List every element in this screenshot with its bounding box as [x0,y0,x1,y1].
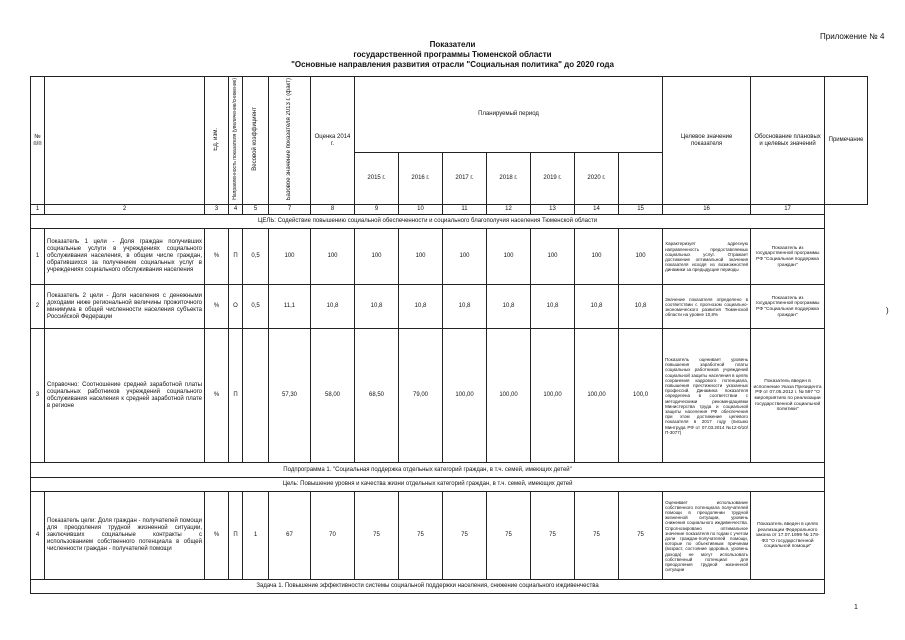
value-2015: 75 [355,492,399,580]
document-title [0,40,905,70]
col-2020: 2020 г. [575,152,619,205]
colnum: 14 [575,205,619,215]
direction: О [229,285,243,329]
col-notes: Примечание [825,77,868,205]
col-direction: Направленность показателя (увеличение/снижение) [229,77,243,205]
indicator-name: Справочно: Соотношение средней заработной платы социальных работников учреждений социального обслуживания населения к средней заработной плате в регионе [45,329,205,463]
indicator-name: Показатель 2 цели - Доля населения с денежными доходами ниже региональной величины прожиточного минимума в общей численности населения субъекта Российской Федерации [45,285,205,329]
col-2019: 2019 г. [531,152,575,205]
estimate-value: 10,8 [311,285,355,329]
unit: % [205,229,229,285]
column-number-row [31,205,868,215]
subprogram-row [31,463,868,478]
value-2019: 100,00 [531,329,575,463]
col-name [45,77,205,205]
base-value: 100 [269,229,311,285]
colnum: 16 [663,205,751,215]
col-unit: Ед. изм. [205,77,229,205]
value-2016: 100 [399,229,443,285]
goal-row [31,215,868,229]
value-2016: 79,00 [399,329,443,463]
value-2019: 10,8 [531,285,575,329]
note: Показатель из государственной программы РФ "Социальная поддержка граждан" [751,229,825,285]
col-2018: 2018 г. [487,152,531,205]
direction: П [229,492,243,580]
value-2020: 100 [575,229,619,285]
table-row [31,229,868,285]
row-number: 2 [31,285,45,329]
title-line-2: государственной программы Тюменской области [353,50,552,59]
value-2017: 100 [443,229,487,285]
value-2019: 75 [531,492,575,580]
indicators-table [30,76,868,594]
task-title: Задача 1. Повышение эффективности системы социальной поддержки населения, снижение социального иждивенчества [31,580,825,594]
colnum: 4 [229,205,243,215]
col-estimate: Оценка 2014 г. [311,77,355,205]
target-value: 100 [619,229,663,285]
note: Показатель из государственной программы РФ "Социальная поддержка граждан" [751,285,825,329]
col-target: Целевое значение показателя [663,77,751,205]
note: Показатель введен в целях реализации Федерального закона от 17.07.1999 № 178-ФЗ "О государственной социальной помощи" [751,492,825,580]
colnum: 7 [269,205,311,215]
goal-title: ЦЕЛЬ: Содействие повышению социальной обеспеченности и социального благополучия населения Тюменской области [31,215,825,229]
note: Показатель введен в исполнение Указа Президента РФ от 07.05.2012 г. № 597 "О мероприятиях по реализации государственной социальной политики" [751,329,825,463]
justification: Характеризует адресную направленность предоставляемых социальных услуг. Отражает достижение оптимальной значения показателя исходя из возможностей динамики за предыдущие периоды [663,229,751,285]
page-number: 1 [854,604,858,611]
unit: % [205,285,229,329]
value-2018: 100 [487,229,531,285]
colnum: 9 [355,205,399,215]
col-2017: 2017 г. [443,152,487,205]
col-planned: Планируемый период [355,77,663,153]
col-2020-blank [619,152,663,205]
row-number: 4 [31,492,45,580]
justification: Значение показателя определено в соответствии с прогнозом социально-экономического развития Тюменской области на уровне 10,8% [663,285,751,329]
colnum: 1 [31,205,45,215]
value-2016: 75 [399,492,443,580]
value-2017: 10,8 [443,285,487,329]
subgoal-title: Цель: Повышение уровня и качества жизни отдельных категорий граждан, в т.ч. семей, имеющих детей [31,478,825,492]
target-value: 10,8 [619,285,663,329]
value-2018: 100,00 [487,329,531,463]
table-row [31,492,868,580]
subprogram-title: Подпрограмма 1. "Социальная поддержка отдельных категорий граждан, в т.ч. семей, имеющих детей" [31,463,825,478]
appendix-label: Приложение № 4 [820,32,885,41]
col-justification: Обоснование плановых и целевых значений [751,77,825,205]
table-row [31,329,868,463]
estimate-value: 58,00 [311,329,355,463]
col-2016: 2016 г. [399,152,443,205]
base-value: 67 [269,492,311,580]
value-2015: 10,8 [355,285,399,329]
value-2020: 75 [575,492,619,580]
weight [243,329,269,463]
colnum: 5 [243,205,269,215]
value-2016: 10,8 [399,285,443,329]
weight: 0,5 [243,229,269,285]
weight: 1 [243,492,269,580]
estimate-value: 70 [311,492,355,580]
value-2018: 10,8 [487,285,531,329]
justification: Показатель оценивает уровень повышения заработной платы социальных работников учреждений социальной защиты населения в целях сохранения кадрового потенциала, повышения престижности указанных профессий. Динамика показателя определена в соответствии с методическими рекомендациями Министерства труда и социальной защиты населения РФ обеспечения при этом достижение целевого показателя в 2017 году (письмо Минтруда РФ от 07.03.2014 №12-0/10/П-3077) [663,329,751,463]
value-2020: 10,8 [575,285,619,329]
base-value: 11,1 [269,285,311,329]
row-number: 3 [31,329,45,463]
colnum: 17 [751,205,825,215]
col-num: № п/п [31,77,45,205]
colnum: 15 [619,205,663,215]
value-2015: 100 [355,229,399,285]
direction: П [229,329,243,463]
colnum: 12 [487,205,531,215]
margin-mark: ) [886,306,889,315]
unit: % [205,329,229,463]
value-2017: 75 [443,492,487,580]
base-value: 57,30 [269,329,311,463]
value-2017: 100,00 [443,329,487,463]
col-weight: Весовой коэффициент [243,77,269,205]
colnum: 8 [311,205,355,215]
unit: % [205,492,229,580]
value-2018: 75 [487,492,531,580]
title-line-3: "Основные направления развития отрасли "Социальная политика" до 2020 года [291,60,614,69]
task-row [31,580,868,594]
colnum: 11 [443,205,487,215]
colnum: 2 [45,205,205,215]
justification: Оценивает использование собственного потенциала получателей помощи в преодолении трудной жизненной ситуации, уровень снижения социального иждивенчества. Спрогнозировано оптимальное значение показателя по годам с учетом доли граждан-получателей помощи, которые по объективным причинам (возраст, состояние здоровья, уровень дохода) не могут использовать собственный потенциал для преодоления трудной жизненной ситуации [663,492,751,580]
value-2020: 100,00 [575,329,619,463]
header-row-1 [31,77,868,153]
target-value: 75 [619,492,663,580]
target-value: 100,0 [619,329,663,463]
subgoal-row [31,478,868,492]
table-row [31,285,868,329]
indicator-name: Показатель цели: Доля граждан - получателей помощи для преодоления трудной жизненной ситуации, заключивших социальные контракты с использованием собственного потенциала в общей численности граждан - получателей помощи [45,492,205,580]
value-2019: 100 [531,229,575,285]
value-2015: 68,50 [355,329,399,463]
colnum: 10 [399,205,443,215]
estimate-value: 100 [311,229,355,285]
colnum: 3 [205,205,229,215]
row-number: 1 [31,229,45,285]
col-2015: 2015 г. [355,152,399,205]
weight: 0,5 [243,285,269,329]
title-line-1: Показатели [429,40,476,49]
col-base: Базовое значение показателя 2013 г. (факт) [269,77,311,205]
direction: П [229,229,243,285]
indicator-name: Показатель 1 цели - Доля граждан получивших социальные услуги в учреждениях социального обслуживания населения, в общем числе граждан, обратившихся за получением социальных услуг в учреждениях социального обслуживания населения [45,229,205,285]
colnum: 13 [531,205,575,215]
